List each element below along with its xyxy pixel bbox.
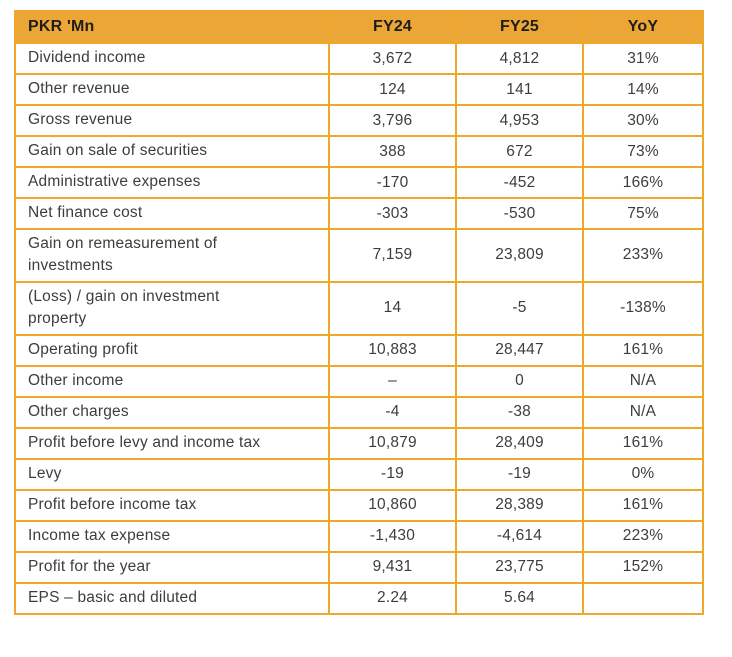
table-row <box>15 43 703 74</box>
row-label-cell <box>15 490 329 521</box>
yoy-value: N/A <box>583 397 703 428</box>
fy24-value: 10,879 <box>329 428 456 459</box>
table-header-row <box>15 11 703 43</box>
fy25-value: -38 <box>456 397 583 428</box>
table-row <box>15 335 703 366</box>
fy25-value: 672 <box>456 136 583 167</box>
fy24-value: 14 <box>329 282 456 335</box>
row-label-cell <box>15 198 329 229</box>
fy24-value: 7,159 <box>329 229 456 282</box>
financial-results-table <box>14 10 704 615</box>
row-label: Profit before income tax <box>28 496 197 514</box>
header-currency-unit: PKR 'Mn <box>15 11 329 43</box>
row-label: Gain on remeasurement of investments <box>28 235 218 275</box>
fy25-value: 28,389 <box>456 490 583 521</box>
row-label: Operating profit <box>28 341 139 359</box>
table-row <box>15 282 703 335</box>
table-row <box>15 105 703 136</box>
fy25-value: -530 <box>456 198 583 229</box>
table-row <box>15 167 703 198</box>
fy25-value: 28,409 <box>456 428 583 459</box>
table-row <box>15 583 703 614</box>
fy25-value: -4,614 <box>456 521 583 552</box>
row-label-cell <box>15 282 329 335</box>
fy24-value: 3,672 <box>329 43 456 74</box>
fy25-value: 5.64 <box>456 583 583 614</box>
row-label: Other charges <box>28 403 129 421</box>
fy24-value: 2.24 <box>329 583 456 614</box>
fy25-value: 4,953 <box>456 105 583 136</box>
row-label-cell <box>15 366 329 397</box>
row-label-cell <box>15 43 329 74</box>
row-label: Levy <box>28 465 62 483</box>
header-yoy: YoY <box>583 11 703 43</box>
fy24-value: 9,431 <box>329 552 456 583</box>
fy24-value: – <box>329 366 456 397</box>
yoy-value: N/A <box>583 366 703 397</box>
table-row <box>15 366 703 397</box>
fy25-value: 0 <box>456 366 583 397</box>
row-label-cell <box>15 167 329 198</box>
row-label-cell <box>15 136 329 167</box>
fy25-value: -19 <box>456 459 583 490</box>
row-label: Gain on sale of securities <box>28 142 208 160</box>
fy24-value: -19 <box>329 459 456 490</box>
yoy-value: 233% <box>583 229 703 282</box>
row-label-cell <box>15 105 329 136</box>
fy24-value: 124 <box>329 74 456 105</box>
row-label: EPS – basic and diluted <box>28 589 198 607</box>
yoy-value: 223% <box>583 521 703 552</box>
row-label: Administrative expenses <box>28 173 201 191</box>
row-label: Dividend income <box>28 49 146 67</box>
row-label-cell <box>15 397 329 428</box>
fy25-value: 28,447 <box>456 335 583 366</box>
yoy-value: 161% <box>583 428 703 459</box>
table-row <box>15 136 703 167</box>
row-label-cell <box>15 229 329 282</box>
yoy-value: 30% <box>583 105 703 136</box>
table-row <box>15 552 703 583</box>
row-label: Gross revenue <box>28 111 133 129</box>
row-label-cell <box>15 552 329 583</box>
row-label: Profit for the year <box>28 558 151 576</box>
table-row <box>15 198 703 229</box>
table-row <box>15 74 703 105</box>
fy24-value: -303 <box>329 198 456 229</box>
yoy-value: 0% <box>583 459 703 490</box>
fy24-value: 388 <box>329 136 456 167</box>
yoy-value: -138% <box>583 282 703 335</box>
fy25-value: 23,775 <box>456 552 583 583</box>
table-row <box>15 229 703 282</box>
yoy-value: 166% <box>583 167 703 198</box>
table-row <box>15 459 703 490</box>
fy25-value: 23,809 <box>456 229 583 282</box>
fy25-value: -5 <box>456 282 583 335</box>
yoy-value: 14% <box>583 74 703 105</box>
fy24-value: 3,796 <box>329 105 456 136</box>
row-label-cell <box>15 428 329 459</box>
table-row <box>15 428 703 459</box>
header-fy24: FY24 <box>329 11 456 43</box>
yoy-value: 161% <box>583 490 703 521</box>
yoy-value: 152% <box>583 552 703 583</box>
table-row <box>15 490 703 521</box>
fy24-value: 10,860 <box>329 490 456 521</box>
row-label: Profit before levy and income tax <box>28 434 261 452</box>
fy25-value: 141 <box>456 74 583 105</box>
row-label-cell <box>15 335 329 366</box>
row-label: Income tax expense <box>28 527 171 545</box>
row-label-cell <box>15 459 329 490</box>
row-label: Other income <box>28 372 124 390</box>
yoy-value: 161% <box>583 335 703 366</box>
yoy-value <box>583 583 703 614</box>
yoy-value: 73% <box>583 136 703 167</box>
row-label-cell <box>15 521 329 552</box>
row-label: (Loss) / gain on investment property <box>28 287 220 328</box>
fy24-value: -1,430 <box>329 521 456 552</box>
row-label-cell <box>15 74 329 105</box>
fy24-value: 10,883 <box>329 335 456 366</box>
fy24-value: -4 <box>329 397 456 428</box>
fy25-value: -452 <box>456 167 583 198</box>
table-row <box>15 397 703 428</box>
row-label: Other revenue <box>28 80 130 98</box>
yoy-value: 75% <box>583 198 703 229</box>
fy25-value: 4,812 <box>456 43 583 74</box>
table-row <box>15 521 703 552</box>
row-label: Net finance cost <box>28 204 143 222</box>
yoy-value: 31% <box>583 43 703 74</box>
header-fy25: FY25 <box>456 11 583 43</box>
fy24-value: -170 <box>329 167 456 198</box>
row-label-cell <box>15 583 329 614</box>
